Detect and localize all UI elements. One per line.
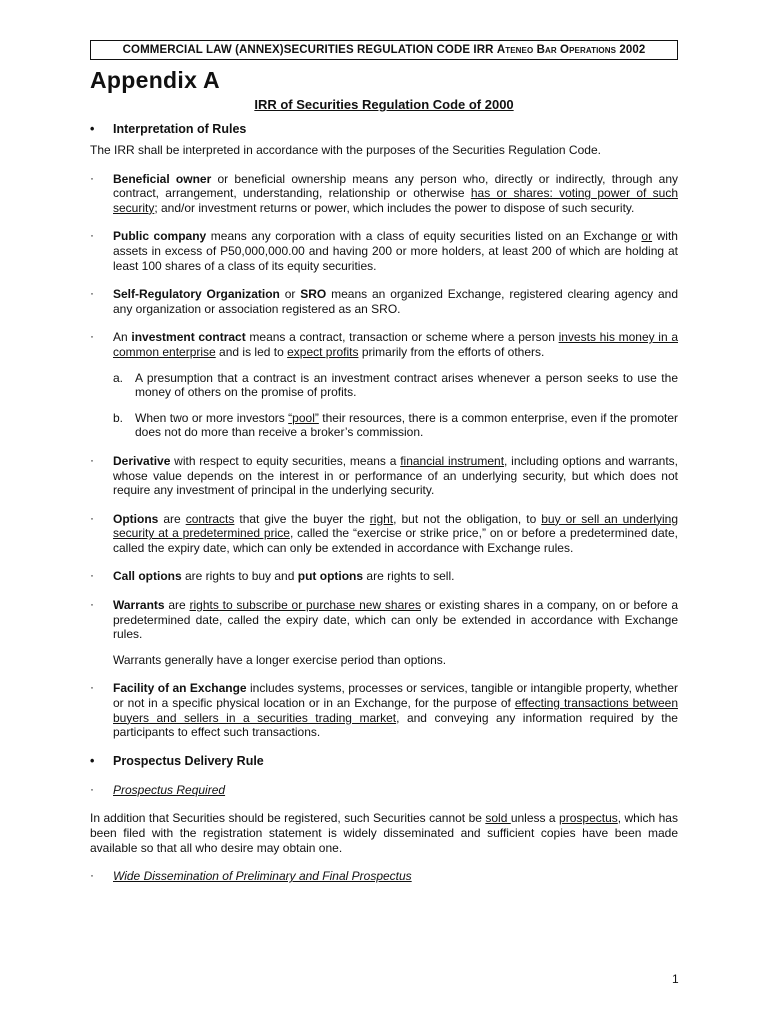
section-heading-prospectus: • Prospectus Delivery Rule [90, 753, 264, 768]
header-year: 2002 [616, 44, 646, 56]
list-marker: a. [113, 370, 124, 385]
bullet-marker: · [90, 868, 94, 883]
definition-warrants: · Warrants are rights to subscribe or purchase new shares or existing shares in a company, on or before a predetermined date, called the expiry date, which can only be extended in accordance with Exchange rules. [90, 597, 678, 642]
bullet-marker: · [90, 286, 94, 301]
page-title: Appendix A [90, 67, 220, 93]
bullet-marker: · [90, 597, 94, 612]
header-org: Ateneo Bar Operations [496, 44, 617, 56]
bullet-marker: · [90, 781, 94, 796]
bullet-marker: · [90, 170, 94, 185]
section-heading-interpretation: • Interpretation of Rules [90, 122, 247, 136]
definition-public-company: · Public company means any corporation with a class of equity securities listed on an Exchange or with assets in excess of P50,000,000.00 and having 200 or more holders, at least 200 of which are holding at least 100 shares of a class of its equity securities. [90, 228, 678, 273]
bullet-marker: · [90, 452, 94, 467]
warrants-note: Warrants generally have a longer exercise period than options. [113, 652, 447, 667]
definition-options: · Options are contracts that give the buyer the right, but not the obligation, to buy or sell an underlying security at a predetermined price, called the “exercise or strike price,” on or before a predetermined date, called the expiry date, which can only be extended in accordance with Exchange rules. [90, 510, 678, 555]
definition-beneficial-owner: · Beneficial owner or beneficial ownership means any person who, directly or indirectly, through any contract, arrangement, understanding, relationship or otherwise has or shares: voting power of such security; and/or investment returns or power, which includes the power to dispose of such security. [90, 170, 678, 215]
definition-facility-of-exchange: · Facility of an Exchange includes systems, processes or services, tangible or intangible property, whether or not in a specific physical location or in an Exchange, for the purpose of effecting transactions between buyers and sellers in a securities trading market, and conveying any information required by the participants to effect such transactions. [90, 680, 679, 740]
running-header [90, 40, 678, 60]
definition-investment-contract: · An investment contract means a contract, transaction or scheme where a person invests his money in a common enterprise and is led to expect profits primarily from the efforts of others. [90, 329, 678, 359]
list-item-a: a. A presumption that a contract is an investment contract arises whenever a person seeks to use the money of others on the promise of profits. [113, 370, 678, 400]
bullet-marker: · [90, 510, 94, 525]
document-subtitle: IRR of Securities Regulation Code of 2000 [254, 97, 514, 112]
bullet-marker: · [90, 329, 94, 344]
definition-derivative: · Derivative with respect to equity securities, means a financial instrument, including options and warrants, whose value depends on the interest in or performance of an underlying security, but which does not require any investment of principal in the underlying security. [90, 452, 678, 498]
list-marker: b. [113, 410, 124, 425]
subheading-prospectus-required: · Prospectus Required [90, 781, 226, 797]
header-text: COMMERCIAL LAW (ANNEX)SECURITIES REGULATION CODE IRR [122, 44, 497, 56]
paragraph-prospectus: In addition that Securities should be registered, such Securities cannot be sold unless a prospectus, which has been filed with the registration statement is widely disseminated and sufficient copies have been made available so that all who desire may obtain one. [90, 811, 678, 855]
paragraph-interpretation: The IRR shall be interpreted in accordance with the purposes of the Securities Regulation Code. [90, 143, 601, 157]
bullet-marker: · [90, 568, 94, 583]
page-number: 1 [672, 972, 679, 986]
list-item-b: b. When two or more investors “pool” their resources, there is a common enterprise, even if the promoter does not do more than receive a broker’s commission. [113, 410, 678, 440]
bullet-marker: • [90, 122, 95, 136]
bullet-marker: · [90, 680, 94, 695]
definition-sro: · Self-Regulatory Organization or SRO means an organized Exchange, registered clearing agency and any organization or association registered as an SRO. [90, 286, 678, 316]
bullet-marker: · [90, 228, 94, 243]
document-page [90, 40, 678, 884]
bullet-marker: • [90, 753, 95, 768]
definition-call-put-options: · Call options are rights to buy and put options are rights to sell. [90, 568, 455, 584]
subheading-wide-dissemination: · Wide Dissemination of Preliminary and Final Prospectus [90, 868, 412, 884]
